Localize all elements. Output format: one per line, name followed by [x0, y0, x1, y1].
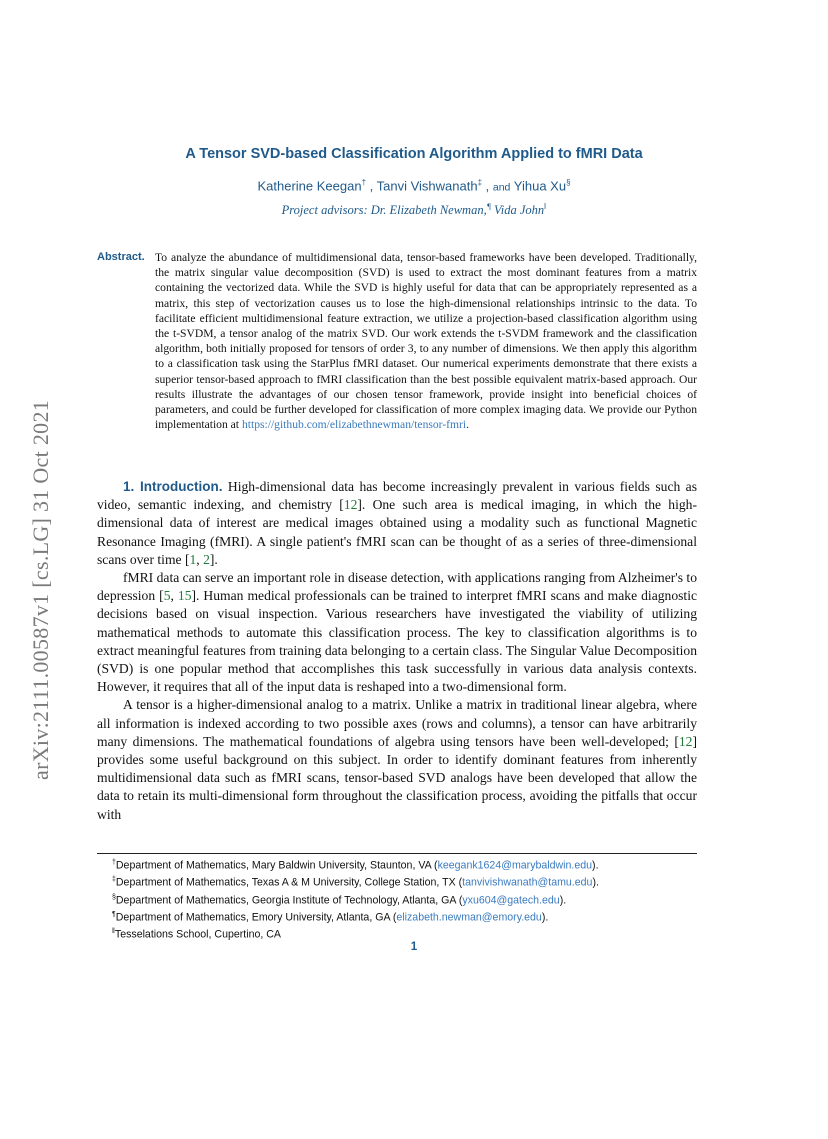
advisor-name: Vida John: [494, 203, 545, 218]
author-mark: ‡: [477, 178, 483, 187]
text: High-dimensional data has become increasingly prevalent in various fields such as video, semantic indexing, and chemistry [: [97, 479, 697, 513]
author-mark: †: [361, 178, 367, 187]
abstract-body: [155, 250, 697, 432]
author-name: Yihua Xu: [513, 178, 567, 194]
project-advisors: [0, 202, 828, 218]
citation-link[interactable]: 5: [163, 588, 171, 604]
paragraph: [97, 696, 697, 823]
footnote: [112, 908, 712, 925]
author-mark: §: [566, 178, 571, 187]
email-link[interactable]: tanvivishwanath@tamu.edu: [462, 876, 593, 889]
footnote-mark: ‖: [112, 928, 115, 936]
footnote: [112, 856, 712, 873]
text: ,: [196, 551, 204, 567]
citation-link[interactable]: 12: [343, 497, 358, 513]
footnote: [112, 891, 712, 908]
footnote-end: ).: [592, 876, 599, 889]
author-list: Katherine Keegan† , Tanvi Vishwanath‡ , and Yihua Xu§: [257, 178, 571, 194]
email-link[interactable]: elizabeth.newman@emory.edu: [396, 911, 542, 924]
paragraph: [97, 478, 697, 569]
footnote-mark: ¶: [112, 910, 116, 918]
citation-link[interactable]: 1: [189, 551, 197, 567]
arxiv-identifier: arXiv:2111.00587v1 [cs.LG] 31 Oct 2021: [28, 399, 53, 781]
citation-link[interactable]: 15: [177, 588, 192, 604]
advisor-mark: ‖: [544, 202, 547, 211]
citation-link[interactable]: 2: [203, 551, 210, 567]
footnote-end: ).: [592, 859, 599, 872]
paper-title: A Tensor SVD-based Classification Algorithm Applied to fMRI Data: [185, 146, 643, 162]
footnote: [112, 873, 712, 890]
footnote-divider: [97, 853, 697, 854]
footnote-text: Department of Mathematics, Texas A & M University, College Station, TX (: [115, 876, 463, 889]
text: ,: [170, 588, 178, 604]
citation-link[interactable]: 12: [678, 733, 693, 749]
text: ].: [209, 551, 218, 567]
author-name: Tanvi Vishwanath: [376, 178, 478, 194]
abstract-lead: Abstract.: [97, 251, 145, 263]
footnote-mark: ‡: [112, 876, 116, 884]
paragraph: [97, 569, 697, 696]
footnote-end: ).: [541, 911, 549, 924]
text: fMRI data can serve an important role in disease detection, with applications ranging from Alzheimer's to depression [: [97, 570, 697, 604]
page-number: 1: [410, 941, 418, 953]
email-link[interactable]: yxu604@gatech.edu: [462, 894, 560, 907]
email-link[interactable]: keegank1624@marybaldwin.edu: [437, 859, 593, 872]
section-heading: 1. Introduction.: [123, 479, 223, 494]
footnote-mark: †: [112, 859, 116, 866]
text: A tensor is a higher-dimensional analog to a matrix. Unlike a matrix in traditional linear algebra, where all information is indexed according to two possible axes (rows and columns), a tensor can have arbitrarily many dimensions. The mathematical foundations of algebra using tensors have been well-developed; [: [97, 697, 697, 749]
footnote-mark: §: [112, 893, 116, 901]
footnote-end: ).: [559, 894, 567, 907]
text: ]. Human medical professionals can be trained to interpret fMRI scans and make diagnostic decisions based on visual inspection. Various researchers have investigated the viability of utilizing mathematical methods to automate this classification process. The key to classification algorithms is to extract meaningful features from training data belonging to a certain class. The Singular Value Decomposition (SVD) is one popular method that accomplishes this task successfully in various data analysis contexts. However, it requires that all of the input data is reshaped into a two-dimensional form.: [97, 588, 698, 695]
author-name: Katherine Keegan: [257, 178, 362, 194]
introduction-section: [97, 478, 697, 824]
advisors-prefix: Project advisors: Dr. Elizabeth Newman,: [281, 203, 487, 218]
abstract-text: To analyze the abundance of multidimensional data, tensor-based frameworks have been developed. Traditionally, the matrix singular value decomposition (SVD) is used to extract the most dominant features from a matrix containing the vectorized data. While the SVD is highly useful for data that can be appropriately represented as a matrix, this step of vectorization causes us to lose the high-dimensional relationships intrinsic to the data. To facilitate efficient multidimensional feature extraction, we utilize a projection-based classification algorithm using the t-SVDM, a tensor analog of the matrix SVD. Our work extends the t-SVDM framework and the classification algorithm, both initially proposed for tensors of order 3, to any number of dimensions. We then apply this algorithm to a classification task using the StarPlus fMRI dataset. Our numerical experiments demonstrate that there exists a superior tensor-based approach to fMRI classification than the best possible equivalent matrix-based approach. Our results illustrate the advantages of our chosen tensor framework, provide insight into beneficial choices of parameters, and could be further developed for classification of more complex imaging data. We provide our Python implementation at: [155, 251, 697, 432]
text: ] provides some useful background on this subject. In order to identify dominant features from inherently multidimensional data such as fMRI scans, tensor-based SVD analogs have been developed that allow the data to retain its multi-dimensional form throughout the classification process, avoiding the pitfalls that occur with: [97, 733, 697, 822]
abstract: [97, 250, 697, 432]
text: ]. One such area is medical imaging, in which the high-dimensional data of interest are medical images obtained using a modality such as functional Magnetic Resonance Imaging (fMRI). A single patient's fMRI scan can be thought of as a series of three-dimensional scans over time [: [97, 497, 697, 567]
footnote-text: Department of Mathematics, Emory University, Atlanta, GA (: [115, 911, 397, 924]
footnotes: [112, 856, 712, 943]
author-conjunction: and: [492, 181, 511, 194]
footnote-text: Department of Mathematics, Mary Baldwin University, Staunton, VA (: [115, 859, 438, 872]
advisor-mark: ¶: [486, 202, 491, 211]
footnote-text: Department of Mathematics, Georgia Institute of Technology, Atlanta, GA (: [115, 894, 463, 907]
github-link[interactable]: https://github.com/elizabethnewman/tensor-fmri: [241, 418, 467, 432]
abstract-end: .: [466, 418, 470, 432]
footnote-text: Tesselations School, Cupertino, CA: [114, 928, 281, 941]
